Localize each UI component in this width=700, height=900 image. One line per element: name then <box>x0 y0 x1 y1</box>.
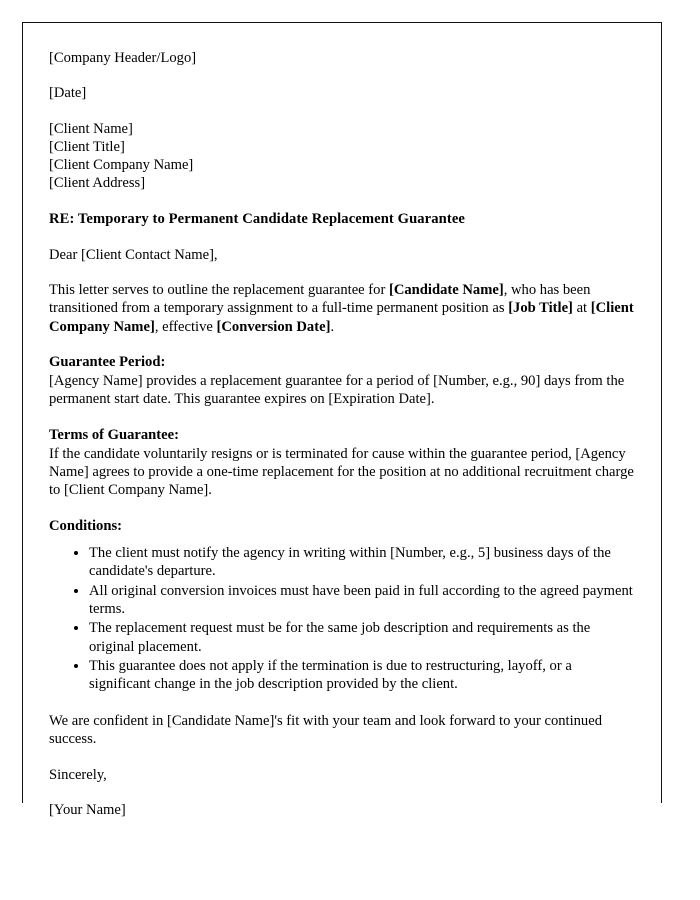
intro-text-part5: . <box>330 318 335 335</box>
subject-line: RE: Temporary to Permanent Candidate Replacement Guarantee <box>49 211 465 228</box>
terms-of-guarantee-body: If the candidate voluntarily resigns or is terminated for cause within the guarantee period, [Agency Name] agrees to provide a one-time replacement for the position at no additional recruitment charge to [Client Company Name]. <box>49 445 634 499</box>
intro-client-company: [Client Company Name] <box>49 300 634 335</box>
terms-of-guarantee-section <box>49 426 635 500</box>
conditions-section <box>49 517 635 694</box>
guarantee-period-heading: Guarantee Period: <box>49 354 166 370</box>
recipient-title: [Client Title] <box>49 138 125 155</box>
letter-page <box>22 22 662 818</box>
intro-text-part4: , effective <box>154 318 217 335</box>
intro-text-part2: , who has been transitioned from a temporary assignment to a full-time permanent position as <box>49 281 591 317</box>
intro-candidate-name: [Candidate Name] <box>388 281 504 298</box>
conditions-heading: Conditions: <box>49 517 122 534</box>
salutation: Dear [Client Contact Name], <box>49 246 218 263</box>
conditions-list <box>49 544 635 694</box>
letter-body <box>23 23 661 819</box>
list-item: • The replacement request must be for the same job description and requirements as the original placement. <box>89 619 635 656</box>
list-item: • This guarantee does not apply if the termination is due to restructuring, layoff, or a significant change in the job description provided by the client. <box>89 657 635 694</box>
intro-text-part3: at <box>572 300 591 317</box>
list-item: • The client must notify the agency in writing within [Number, e.g., 5] business days of the candidate's departure. <box>89 544 635 581</box>
guarantee-period-section <box>49 353 635 409</box>
intro-paragraph <box>49 281 635 336</box>
intro-conversion-date: [Conversion Date] <box>216 318 331 335</box>
terms-of-guarantee-heading: Terms of Guarantee: <box>49 426 179 443</box>
letter-date <box>49 84 635 102</box>
signoff: Sincerely, <box>49 766 107 783</box>
recipient-name: [Client Name] <box>49 120 133 137</box>
intro-text-part1: This letter serves to outline the replacement guarantee for <box>49 281 389 298</box>
closing-paragraph: We are confident in [Candidate Name]'s fit with your team and look forward to your continued success. <box>49 712 603 748</box>
letter-date-text: [Date] <box>49 85 87 102</box>
intro-job-title: [Job Title] <box>508 300 573 317</box>
guarantee-period-body: [Agency Name] provides a replacement guarantee for a period of [Number, e.g., 90] days from the permanent start date. This guarantee expires on [Expiration Date]. <box>49 372 625 408</box>
company-header-logo-text: [Company Header/Logo] <box>49 50 197 66</box>
signer-name: [Your Name] <box>49 801 126 818</box>
company-header-logo-placeholder <box>49 49 635 67</box>
recipient-company: [Client Company Name] <box>49 156 194 173</box>
recipient-address-block <box>49 120 635 192</box>
recipient-address: [Client Address] <box>49 175 146 192</box>
list-item: • All original conversion invoices must have been paid in full according to the agreed payment terms. <box>89 582 635 619</box>
